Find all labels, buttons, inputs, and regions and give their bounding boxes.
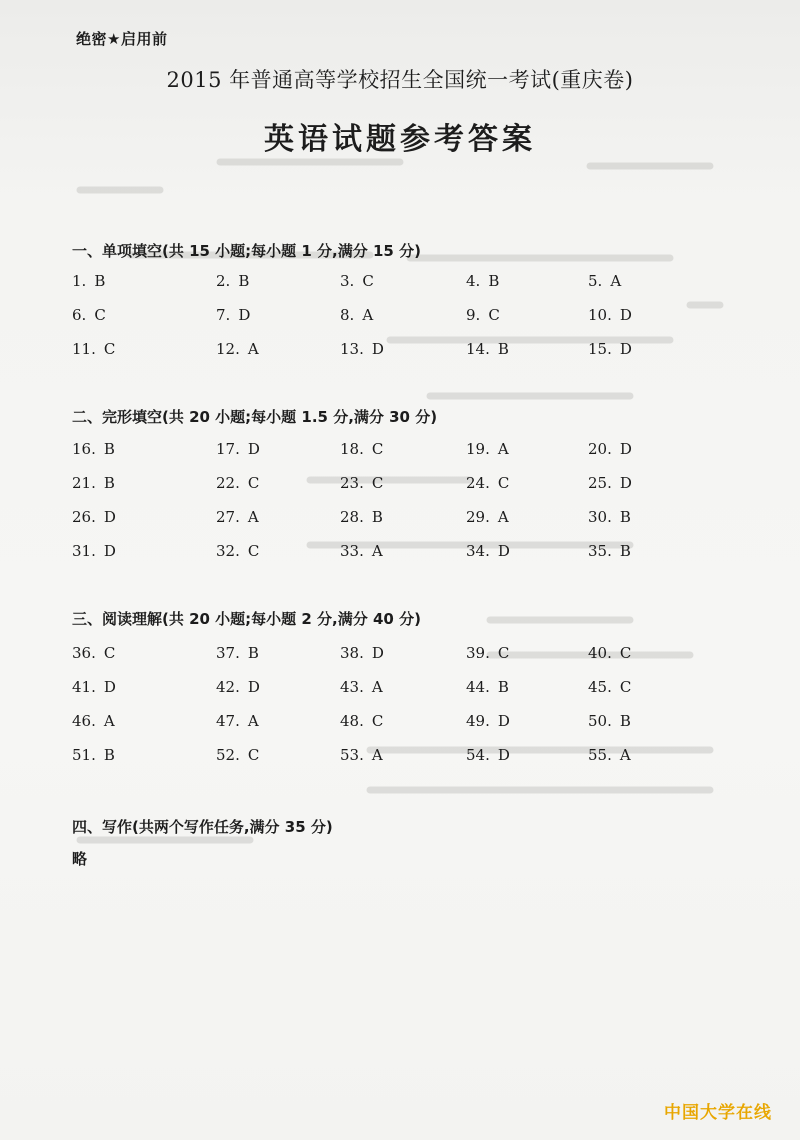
answer-letter: C — [103, 644, 116, 662]
confidential-label: 绝密★启用前 — [76, 30, 168, 48]
question-number: 4. — [466, 272, 481, 290]
answer-row — [0, 644, 800, 668]
answer-letter: B — [497, 340, 509, 358]
answer-item — [72, 440, 115, 458]
question-number: 52. — [216, 746, 240, 764]
answer-item — [216, 712, 259, 730]
question-number: 27. — [216, 508, 240, 526]
answer-letter: A — [362, 306, 374, 324]
question-number: 39. — [466, 644, 490, 662]
answer-item — [340, 440, 383, 458]
answer-item — [466, 746, 510, 764]
answer-item — [216, 508, 259, 526]
answer-item — [216, 474, 259, 492]
answer-letter: B — [94, 272, 106, 290]
question-number: 23. — [340, 474, 364, 492]
answer-row — [0, 272, 800, 296]
site-watermark: 中国大学在线 — [664, 1103, 772, 1123]
answer-letter: A — [497, 508, 509, 526]
question-number: 41. — [72, 678, 96, 696]
question-number: 22. — [216, 474, 240, 492]
question-number: 40. — [588, 644, 612, 662]
question-number: 54. — [466, 746, 490, 764]
question-number: 42. — [216, 678, 240, 696]
question-number: 7. — [216, 306, 231, 324]
question-number: 13. — [340, 340, 364, 358]
answer-item — [340, 272, 374, 290]
answer-item — [216, 272, 249, 290]
question-number: 9. — [466, 306, 481, 324]
question-number: 8. — [340, 306, 355, 324]
answer-letter: B — [238, 272, 250, 290]
question-number: 26. — [72, 508, 96, 526]
question-number: 3. — [340, 272, 355, 290]
answer-letter: C — [247, 746, 260, 764]
question-number: 33. — [340, 542, 364, 560]
question-number: 17. — [216, 440, 240, 458]
question-number: 1. — [72, 272, 87, 290]
answer-letter: D — [247, 678, 260, 696]
answer-letter: D — [371, 340, 384, 358]
question-number: 5. — [588, 272, 603, 290]
answer-item — [72, 746, 115, 764]
answer-letter: D — [497, 542, 510, 560]
answer-item — [216, 542, 259, 560]
answer-row — [0, 712, 800, 736]
answer-item — [216, 644, 259, 662]
answer-item — [466, 272, 499, 290]
answer-item — [588, 678, 631, 696]
answer-item — [588, 644, 631, 662]
answer-letter: D — [619, 340, 632, 358]
answer-row — [0, 306, 800, 330]
question-number: 28. — [340, 508, 364, 526]
answer-item — [72, 644, 115, 662]
page-title: 英语试题参考答案 — [264, 122, 536, 157]
answer-item — [340, 340, 384, 358]
question-number: 36. — [72, 644, 96, 662]
answer-letter: C — [497, 644, 510, 662]
answer-item — [72, 678, 116, 696]
question-number: 11. — [72, 340, 96, 358]
answer-letter: B — [103, 746, 115, 764]
answer-row — [0, 746, 800, 770]
answer-item — [588, 474, 632, 492]
answer-letter: D — [497, 712, 510, 730]
answer-letter: C — [371, 474, 384, 492]
answer-letter: D — [238, 306, 251, 324]
answer-item — [72, 508, 116, 526]
answer-letter: A — [103, 712, 115, 730]
answer-item — [588, 746, 631, 764]
question-number: 34. — [466, 542, 490, 560]
question-number: 32. — [216, 542, 240, 560]
answer-item — [466, 340, 509, 358]
question-number: 47. — [216, 712, 240, 730]
question-number: 45. — [588, 678, 612, 696]
answer-item — [340, 474, 383, 492]
answer-item — [588, 440, 632, 458]
answer-item — [72, 712, 115, 730]
answer-letter: A — [371, 542, 383, 560]
question-number: 10. — [588, 306, 612, 324]
question-number: 49. — [466, 712, 490, 730]
answer-letter: B — [619, 712, 631, 730]
section-heading-cloze: 二、完形填空(共 20 小题;每小题 1.5 分,满分 30 分) — [72, 408, 438, 426]
answer-letter: A — [371, 678, 383, 696]
question-number: 31. — [72, 542, 96, 560]
answer-letter: D — [619, 440, 632, 458]
writing-answer-omitted: 略 — [72, 850, 88, 868]
answer-letter: C — [488, 306, 500, 324]
answer-item — [466, 474, 509, 492]
answer-letter: D — [497, 746, 510, 764]
answer-letter: A — [497, 440, 509, 458]
question-number: 55. — [588, 746, 612, 764]
answer-letter: B — [619, 542, 631, 560]
answer-letter: D — [247, 440, 260, 458]
answer-letter: C — [94, 306, 106, 324]
question-number: 25. — [588, 474, 612, 492]
question-number: 20. — [588, 440, 612, 458]
answer-letter: C — [497, 474, 510, 492]
answer-item — [588, 508, 631, 526]
answer-letter: B — [371, 508, 383, 526]
answer-row — [0, 508, 800, 532]
answer-item — [216, 440, 260, 458]
question-number: 2. — [216, 272, 231, 290]
answer-row — [0, 440, 800, 464]
answer-letter: B — [619, 508, 631, 526]
answer-item — [466, 440, 509, 458]
question-number: 19. — [466, 440, 490, 458]
answer-item — [466, 542, 510, 560]
answer-item — [340, 746, 383, 764]
question-number: 50. — [588, 712, 612, 730]
question-number: 29. — [466, 508, 490, 526]
answer-letter: D — [619, 474, 632, 492]
answer-item — [588, 340, 632, 358]
answer-letter: B — [103, 474, 115, 492]
question-number: 48. — [340, 712, 364, 730]
question-number: 16. — [72, 440, 96, 458]
question-number: 51. — [72, 746, 96, 764]
answer-item — [340, 508, 383, 526]
answer-letter: B — [247, 644, 259, 662]
answer-row — [0, 678, 800, 702]
answer-row — [0, 340, 800, 364]
question-number: 37. — [216, 644, 240, 662]
answer-letter: C — [247, 542, 260, 560]
question-number: 12. — [216, 340, 240, 358]
exam-title: 2015 年普通高等学校招生全国统一考试(重庆卷) — [166, 68, 634, 92]
answer-letter: A — [247, 340, 259, 358]
answer-item — [588, 272, 621, 290]
answer-row — [0, 474, 800, 498]
question-number: 6. — [72, 306, 87, 324]
answer-item — [588, 542, 631, 560]
answer-item — [216, 746, 259, 764]
question-number: 30. — [588, 508, 612, 526]
question-number: 24. — [466, 474, 490, 492]
answer-item — [340, 678, 383, 696]
answer-item — [216, 340, 259, 358]
answer-item — [466, 678, 509, 696]
answer-letter: C — [247, 474, 260, 492]
answer-item — [72, 272, 105, 290]
answer-item — [216, 306, 250, 324]
answer-letter: C — [371, 712, 384, 730]
answer-item — [72, 340, 115, 358]
answer-letter: D — [619, 306, 632, 324]
answer-item — [466, 712, 510, 730]
answer-item — [588, 306, 632, 324]
answer-letter: A — [247, 508, 259, 526]
answer-letter: C — [103, 340, 116, 358]
answer-row — [0, 542, 800, 566]
section-heading-reading: 三、阅读理解(共 20 小题;每小题 2 分,满分 40 分) — [72, 610, 421, 628]
question-number: 53. — [340, 746, 364, 764]
answer-item — [466, 508, 509, 526]
answer-letter: A — [619, 746, 631, 764]
section-heading-single-choice: 一、单项填空(共 15 小题;每小题 1 分,满分 15 分) — [72, 242, 421, 260]
question-number: 43. — [340, 678, 364, 696]
answer-item — [72, 474, 115, 492]
answer-letter: C — [371, 440, 384, 458]
answer-letter: C — [362, 272, 374, 290]
question-number: 18. — [340, 440, 364, 458]
answer-letter: A — [371, 746, 383, 764]
answer-item — [340, 542, 383, 560]
answer-letter: B — [497, 678, 509, 696]
answer-item — [216, 678, 260, 696]
question-number: 21. — [72, 474, 96, 492]
answer-item — [340, 712, 383, 730]
answer-letter: D — [371, 644, 384, 662]
answer-item — [340, 306, 373, 324]
question-number: 46. — [72, 712, 96, 730]
answer-letter: C — [619, 678, 632, 696]
answer-item — [466, 306, 500, 324]
answer-letter: A — [247, 712, 259, 730]
section-heading-writing: 四、写作(共两个写作任务,满分 35 分) — [72, 818, 333, 836]
answer-item — [340, 644, 384, 662]
answer-letter: B — [488, 272, 500, 290]
answer-item — [72, 306, 106, 324]
question-number: 38. — [340, 644, 364, 662]
answer-letter: A — [610, 272, 622, 290]
answer-letter: D — [103, 678, 116, 696]
question-number: 35. — [588, 542, 612, 560]
answer-letter: D — [103, 508, 116, 526]
answer-item — [72, 542, 116, 560]
question-number: 44. — [466, 678, 490, 696]
answer-item — [466, 644, 509, 662]
answer-letter: C — [619, 644, 632, 662]
answer-letter: B — [103, 440, 115, 458]
question-number: 15. — [588, 340, 612, 358]
question-number: 14. — [466, 340, 490, 358]
answer-letter: D — [103, 542, 116, 560]
answer-item — [588, 712, 631, 730]
